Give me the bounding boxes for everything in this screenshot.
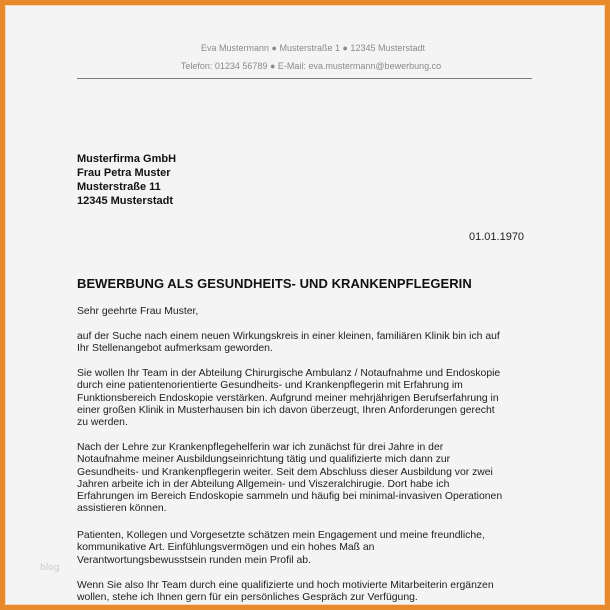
paragraph-line: einer großen Klinik in Musterhausen bin ich davon überzeugt, Ihren Anforderungen gerecht [77, 404, 495, 416]
body-paragraph-4 [77, 530, 547, 567]
sender-address-line: Eva Mustermann ● Musterstraße 1 ● 12345 Musterstadt [201, 43, 425, 53]
paragraph-line: Wenn Sie also Ihr Team durch eine qualifizierte und hoch motivierte Mitarbeiterin ergänzen [77, 580, 494, 591]
paragraph-line: Patienten, Kollegen und Vorgesetzte schätzen mein Engagement und meine freundliche, [77, 530, 485, 541]
recipient-address-block [77, 152, 176, 208]
salutation-text: Sehr geehrte Frau Muster, [77, 306, 199, 317]
body-paragraph-5 [77, 580, 547, 605]
paragraph-line: kommunikative Art. Einfühlungsvermögen und ein hohes Maß an [77, 542, 375, 554]
body-paragraph-2 [77, 368, 547, 429]
paragraph-line: zu werden. [77, 417, 128, 429]
body-paragraph-3 [77, 442, 547, 516]
paragraph-line: auf der Suche nach einem neuen Wirkungskreis in einer kleinen, familiären Klinik bin ich auf [77, 331, 500, 342]
paragraph-line: Nach der Lehre zur Krankenpflegehelferin war ich zunächst für drei Jahre in der [77, 442, 444, 453]
watermark-text: blog [40, 563, 60, 573]
header-divider [77, 78, 532, 79]
recipient-city: 12345 Musterstadt [77, 195, 173, 207]
paragraph-line: assistieren können. [77, 503, 167, 515]
body-paragraph-1 [77, 331, 547, 356]
letter-date: 01.01.1970 [469, 231, 525, 243]
cover-letter-page [5, 5, 605, 605]
paragraph-line: Notaufnahme meiner Ausbildungseinrichtung tätig und qualifizierte mich dann zur [77, 454, 451, 466]
recipient-contact: Frau Petra Muster [77, 167, 171, 179]
paragraph-line: Ihr Stellenangebot aufmerksam geworden. [77, 343, 273, 355]
recipient-street: Musterstraße 11 [77, 181, 161, 193]
paragraph-line: Funktionsbereich Endoskopie verstärken. Aufgrund meiner mehrjährigen Berufserfahrung in [77, 392, 499, 404]
recipient-company: Musterfirma GmbH [77, 153, 177, 165]
letter-subject: BEWERBUNG ALS GESUNDHEITS- UND KRANKENPFLEGERIN [77, 276, 472, 291]
sender-contact-line: Telefon: 01234 56789 ● E-Mail: eva.mustermann@bewerbung.co [180, 61, 442, 71]
paragraph-line: wollen, stehe ich Ihnen gern für ein persönliches Gespräch zur Verfügung. [77, 592, 418, 604]
paragraph-line: Gesundheits- und Krankenpflegerin weiter. Seit dem Abschluss dieser Ausbildung vor zwei [77, 466, 493, 478]
paragraph-line: Verantwortungsbewusstsein runden mein Profil ab. [77, 554, 311, 566]
paragraph-line: Jahren arbeite ich in der Abteilung Allgemein- und Viszeralchirugie. Dort habe ich [77, 478, 450, 490]
paragraph-line: durch eine patientenorientierte Gesundheits- und Krankenpflegerin mit Erfahrung im [77, 380, 463, 392]
paragraph-line: Sie wollen Ihr Team in der Abteilung Chirurgische Ambulanz / Notaufnahme und Endoskopie [77, 368, 501, 379]
salutation [77, 306, 547, 318]
paragraph-line: Erfahrungen im Bereich Endoskopie sammeln und häufig bei minimal-invasiven Operationen [77, 491, 503, 503]
